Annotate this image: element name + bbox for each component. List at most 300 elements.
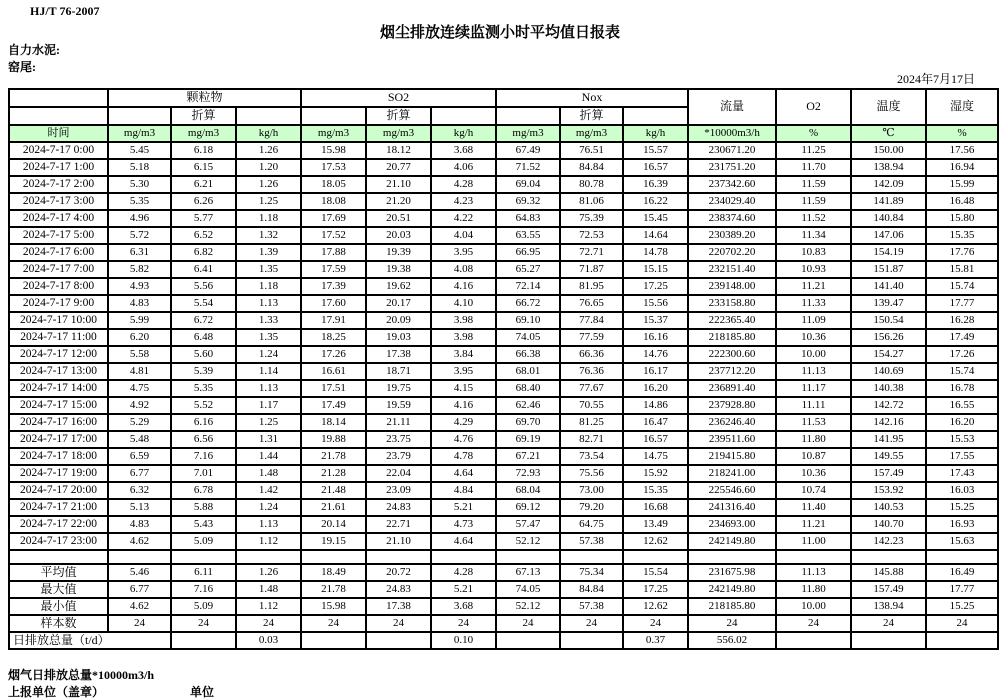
value-cell: 16.68 — [623, 499, 688, 516]
value-cell: 24 — [560, 615, 623, 632]
value-cell: 17.49 — [301, 397, 366, 414]
unit-percent: % — [926, 125, 998, 142]
value-cell: 11.21 — [776, 516, 851, 533]
hourly-data-row — [9, 533, 998, 550]
value-cell: 66.38 — [496, 346, 560, 363]
value-cell: 4.84 — [431, 482, 496, 499]
value-cell: 11.13 — [776, 363, 851, 380]
value-cell: 19.59 — [366, 397, 431, 414]
value-cell: 23.79 — [366, 448, 431, 465]
value-cell: 64.75 — [560, 516, 623, 533]
value-cell: 1.12 — [236, 598, 301, 615]
unit-celsius: ℃ — [851, 125, 926, 142]
value-cell: 3.84 — [431, 346, 496, 363]
daily-total-label: 日排放总量（t/d） — [9, 632, 171, 649]
value-cell: 1.32 — [236, 227, 301, 244]
time-cell: 2024-7-17 13:00 — [9, 363, 108, 380]
value-cell: 16.20 — [926, 414, 998, 431]
report-unit-label: 上报单位（盖章） — [8, 685, 105, 699]
empty-cell — [688, 550, 776, 564]
value-cell: 67.49 — [496, 142, 560, 159]
value-cell: 72.53 — [560, 227, 623, 244]
unit-label: 单位 — [190, 685, 215, 699]
value-cell: 16.94 — [926, 159, 998, 176]
value-cell: 1.48 — [236, 581, 301, 598]
value-cell: 17.56 — [926, 142, 998, 159]
value-cell: 218185.80 — [688, 329, 776, 346]
value-cell: 21.11 — [366, 414, 431, 431]
value-cell: 1.25 — [236, 414, 301, 431]
value-cell: 154.19 — [851, 244, 926, 261]
value-cell: 237928.80 — [688, 397, 776, 414]
value-cell: 5.39 — [171, 363, 236, 380]
value-cell: 17.77 — [926, 581, 998, 598]
value-cell: 0.03 — [236, 632, 301, 649]
value-cell: 5.13 — [108, 499, 171, 516]
value-cell: 10.74 — [776, 482, 851, 499]
value-cell: 4.93 — [108, 278, 171, 295]
value-cell: 4.76 — [431, 431, 496, 448]
value-cell: 69.12 — [496, 499, 560, 516]
value-cell: 145.88 — [851, 564, 926, 581]
value-cell: 4.78 — [431, 448, 496, 465]
value-cell: 24 — [496, 615, 560, 632]
value-cell: 23.75 — [366, 431, 431, 448]
empty-cell — [366, 550, 431, 564]
value-cell: 19.38 — [366, 261, 431, 278]
value-cell: 147.06 — [851, 227, 926, 244]
value-cell: 11.80 — [776, 581, 851, 598]
value-cell: 237342.60 — [688, 176, 776, 193]
value-cell: 151.87 — [851, 261, 926, 278]
value-cell: 5.72 — [108, 227, 171, 244]
value-cell: 222365.40 — [688, 312, 776, 329]
value-cell: 3.95 — [431, 244, 496, 261]
value-cell: 62.46 — [496, 397, 560, 414]
value-cell: 4.62 — [108, 533, 171, 550]
value-cell: 6.16 — [171, 414, 236, 431]
value-cell: 6.72 — [171, 312, 236, 329]
value-cell: 141.95 — [851, 431, 926, 448]
value-cell: 16.49 — [926, 564, 998, 581]
value-cell: 3.95 — [431, 363, 496, 380]
value-cell: 63.55 — [496, 227, 560, 244]
value-cell: 23.09 — [366, 482, 431, 499]
unit-kg-h: kg/h — [431, 125, 496, 142]
unit-header-row — [9, 125, 998, 142]
value-cell: 76.36 — [560, 363, 623, 380]
hourly-data-row — [9, 380, 998, 397]
value-cell: 10.00 — [776, 346, 851, 363]
hourly-data-row — [9, 176, 998, 193]
value-cell: 15.74 — [926, 363, 998, 380]
value-cell: 20.14 — [301, 516, 366, 533]
time-cell: 2024-7-17 22:00 — [9, 516, 108, 533]
value-cell: 140.69 — [851, 363, 926, 380]
value-cell: 21.78 — [301, 581, 366, 598]
value-cell: 1.42 — [236, 482, 301, 499]
col-group-so2: SO2 — [301, 89, 496, 107]
value-cell: 14.86 — [623, 397, 688, 414]
monitor-point: 窑尾: — [8, 60, 36, 74]
value-cell: 7.16 — [171, 448, 236, 465]
value-cell: 5.21 — [431, 499, 496, 516]
value-cell: 15.56 — [623, 295, 688, 312]
value-cell: 5.09 — [171, 598, 236, 615]
blank-cell — [431, 107, 496, 125]
value-cell: 19.15 — [301, 533, 366, 550]
value-cell: 18.12 — [366, 142, 431, 159]
value-cell: 10.36 — [776, 329, 851, 346]
value-cell: 67.13 — [496, 564, 560, 581]
value-cell: 17.59 — [301, 261, 366, 278]
empty-cell — [926, 550, 998, 564]
value-cell: 17.26 — [926, 346, 998, 363]
value-cell: 11.52 — [776, 210, 851, 227]
value-cell: 14.78 — [623, 244, 688, 261]
value-cell: 237712.20 — [688, 363, 776, 380]
hourly-data-row — [9, 363, 998, 380]
value-cell: 82.71 — [560, 431, 623, 448]
value-cell: 21.20 — [366, 193, 431, 210]
time-cell: 2024-7-17 21:00 — [9, 499, 108, 516]
value-cell: 3.98 — [431, 329, 496, 346]
time-cell: 2024-7-17 17:00 — [9, 431, 108, 448]
value-cell: 157.49 — [851, 465, 926, 482]
value-cell: 15.92 — [623, 465, 688, 482]
value-cell: 5.30 — [108, 176, 171, 193]
value-cell: 17.55 — [926, 448, 998, 465]
time-cell: 2024-7-17 19:00 — [9, 465, 108, 482]
value-cell: 80.78 — [560, 176, 623, 193]
value-cell: 10.87 — [776, 448, 851, 465]
time-cell: 2024-7-17 4:00 — [9, 210, 108, 227]
value-cell: 16.57 — [623, 159, 688, 176]
value-cell: 24 — [926, 615, 998, 632]
value-cell: 149.55 — [851, 448, 926, 465]
value-cell: 1.13 — [236, 295, 301, 312]
value-cell: 19.03 — [366, 329, 431, 346]
value-cell: 24 — [171, 615, 236, 632]
value-cell: 17.26 — [301, 346, 366, 363]
value-cell: 16.47 — [623, 414, 688, 431]
value-cell: 16.03 — [926, 482, 998, 499]
time-cell: 2024-7-17 16:00 — [9, 414, 108, 431]
value-cell: 5.43 — [171, 516, 236, 533]
value-cell: 5.58 — [108, 346, 171, 363]
hourly-data-row — [9, 482, 998, 499]
value-cell: 18.49 — [301, 564, 366, 581]
value-cell: 68.01 — [496, 363, 560, 380]
value-cell: 6.11 — [171, 564, 236, 581]
value-cell: 242149.80 — [688, 533, 776, 550]
value-cell: 20.03 — [366, 227, 431, 244]
value-cell: 68.04 — [496, 482, 560, 499]
value-cell: 71.52 — [496, 159, 560, 176]
time-cell: 2024-7-17 11:00 — [9, 329, 108, 346]
value-cell: 74.05 — [496, 329, 560, 346]
value-cell: 79.20 — [560, 499, 623, 516]
value-cell: 81.95 — [560, 278, 623, 295]
value-cell: 6.78 — [171, 482, 236, 499]
value-cell: 6.41 — [171, 261, 236, 278]
value-cell: 73.00 — [560, 482, 623, 499]
value-cell: 81.06 — [560, 193, 623, 210]
value-cell: 75.56 — [560, 465, 623, 482]
value-cell: 239511.60 — [688, 431, 776, 448]
value-cell: 76.51 — [560, 142, 623, 159]
value-cell: 239148.00 — [688, 278, 776, 295]
value-cell: 6.56 — [171, 431, 236, 448]
value-cell: 6.26 — [171, 193, 236, 210]
blank-cell — [301, 107, 366, 125]
hourly-data-row — [9, 142, 998, 159]
value-cell: 1.13 — [236, 516, 301, 533]
unit-mg-m3: mg/m3 — [301, 125, 366, 142]
company-name: 自力水泥: — [8, 43, 60, 57]
hourly-data-row — [9, 312, 998, 329]
value-cell: 21.10 — [366, 533, 431, 550]
converted-label: 折算 — [560, 107, 623, 125]
hourly-data-row — [9, 465, 998, 482]
summary-label: 最大值 — [9, 581, 108, 598]
unit-mg-m3: mg/m3 — [560, 125, 623, 142]
value-cell: 230389.20 — [688, 227, 776, 244]
value-cell: 15.53 — [926, 431, 998, 448]
value-cell: 1.39 — [236, 244, 301, 261]
value-cell: 11.80 — [776, 431, 851, 448]
value-cell: 24 — [776, 615, 851, 632]
value-cell: 1.26 — [236, 142, 301, 159]
value-cell: 1.31 — [236, 431, 301, 448]
value-cell: 157.49 — [851, 581, 926, 598]
value-cell: 66.95 — [496, 244, 560, 261]
value-cell: 15.25 — [926, 499, 998, 516]
value-cell: 1.33 — [236, 312, 301, 329]
value-cell: 11.59 — [776, 193, 851, 210]
value-cell: 4.22 — [431, 210, 496, 227]
emissions-data-table — [8, 88, 999, 650]
value-cell: 5.88 — [171, 499, 236, 516]
value-cell: 72.71 — [560, 244, 623, 261]
value-cell: 6.59 — [108, 448, 171, 465]
value-cell: 4.64 — [431, 465, 496, 482]
value-cell: 72.14 — [496, 278, 560, 295]
value-cell: 5.82 — [108, 261, 171, 278]
value-cell: 142.72 — [851, 397, 926, 414]
value-cell: 139.47 — [851, 295, 926, 312]
value-cell: 16.61 — [301, 363, 366, 380]
table-header — [9, 89, 998, 142]
value-cell: 15.45 — [623, 210, 688, 227]
value-cell — [926, 632, 998, 649]
empty-cell — [851, 550, 926, 564]
value-cell: 21.78 — [301, 448, 366, 465]
value-cell: 81.25 — [560, 414, 623, 431]
value-cell: 19.39 — [366, 244, 431, 261]
value-cell: 16.48 — [926, 193, 998, 210]
value-cell: 24 — [431, 615, 496, 632]
value-cell: 1.25 — [236, 193, 301, 210]
value-cell: 4.28 — [431, 176, 496, 193]
value-cell: 4.16 — [431, 397, 496, 414]
time-cell: 2024-7-17 3:00 — [9, 193, 108, 210]
value-cell: 6.77 — [108, 581, 171, 598]
time-cell: 2024-7-17 7:00 — [9, 261, 108, 278]
summary-row — [9, 598, 998, 615]
value-cell: 52.12 — [496, 598, 560, 615]
value-cell: 14.76 — [623, 346, 688, 363]
value-cell: 4.23 — [431, 193, 496, 210]
value-cell: 11.34 — [776, 227, 851, 244]
value-cell — [851, 632, 926, 649]
value-cell: 222300.60 — [688, 346, 776, 363]
value-cell: 1.26 — [236, 564, 301, 581]
value-cell: 11.11 — [776, 397, 851, 414]
value-cell: 142.16 — [851, 414, 926, 431]
value-cell: 11.53 — [776, 414, 851, 431]
value-cell: 236246.40 — [688, 414, 776, 431]
value-cell: 141.89 — [851, 193, 926, 210]
value-cell: 15.98 — [301, 142, 366, 159]
value-cell: 10.83 — [776, 244, 851, 261]
value-cell: 17.52 — [301, 227, 366, 244]
time-cell: 2024-7-17 9:00 — [9, 295, 108, 312]
value-cell: 11.59 — [776, 176, 851, 193]
value-cell: 75.34 — [560, 564, 623, 581]
value-cell: 24 — [366, 615, 431, 632]
value-cell: 17.38 — [366, 346, 431, 363]
time-cell: 2024-7-17 5:00 — [9, 227, 108, 244]
time-col-blank-cell — [9, 107, 108, 125]
value-cell: 6.77 — [108, 465, 171, 482]
value-cell: 7.16 — [171, 581, 236, 598]
value-cell: 0.10 — [431, 632, 496, 649]
value-cell: 5.21 — [431, 581, 496, 598]
value-cell: 4.96 — [108, 210, 171, 227]
value-cell: 5.35 — [108, 193, 171, 210]
time-cell: 2024-7-17 23:00 — [9, 533, 108, 550]
empty-cell — [9, 550, 108, 564]
time-col-blank-cell — [9, 89, 108, 107]
value-cell: 4.10 — [431, 295, 496, 312]
value-cell: 5.18 — [108, 159, 171, 176]
report-date: 2024年7月17日 — [896, 72, 975, 86]
value-cell: 16.20 — [623, 380, 688, 397]
value-cell: 16.39 — [623, 176, 688, 193]
value-cell: 1.44 — [236, 448, 301, 465]
value-cell: 77.59 — [560, 329, 623, 346]
empty-cell — [560, 550, 623, 564]
value-cell: 6.18 — [171, 142, 236, 159]
summary-row — [9, 564, 998, 581]
value-cell: 76.65 — [560, 295, 623, 312]
value-cell: 64.83 — [496, 210, 560, 227]
value-cell: 17.88 — [301, 244, 366, 261]
time-cell: 2024-7-17 0:00 — [9, 142, 108, 159]
value-cell: 21.10 — [366, 176, 431, 193]
value-cell: 15.81 — [926, 261, 998, 278]
value-cell: 65.27 — [496, 261, 560, 278]
value-cell: 69.04 — [496, 176, 560, 193]
value-cell: 1.24 — [236, 346, 301, 363]
hourly-data-row — [9, 159, 998, 176]
value-cell: 6.15 — [171, 159, 236, 176]
value-cell: 141.40 — [851, 278, 926, 295]
value-cell: 75.39 — [560, 210, 623, 227]
value-cell: 5.54 — [171, 295, 236, 312]
unit-mg-m3: mg/m3 — [108, 125, 171, 142]
value-cell: 218241.00 — [688, 465, 776, 482]
value-cell: 15.74 — [926, 278, 998, 295]
value-cell: 236891.40 — [688, 380, 776, 397]
value-cell: 5.56 — [171, 278, 236, 295]
value-cell: 3.98 — [431, 312, 496, 329]
value-cell: 17.25 — [623, 278, 688, 295]
value-cell: 11.33 — [776, 295, 851, 312]
value-cell: 1.24 — [236, 499, 301, 516]
value-cell: 74.05 — [496, 581, 560, 598]
value-cell: 5.60 — [171, 346, 236, 363]
time-cell: 2024-7-17 6:00 — [9, 244, 108, 261]
value-cell: 69.32 — [496, 193, 560, 210]
value-cell: 12.62 — [623, 598, 688, 615]
value-cell: 1.18 — [236, 278, 301, 295]
value-cell: 57.47 — [496, 516, 560, 533]
value-cell: 24 — [108, 615, 171, 632]
value-cell: 15.25 — [926, 598, 998, 615]
value-cell: 1.14 — [236, 363, 301, 380]
time-cell: 2024-7-17 12:00 — [9, 346, 108, 363]
value-cell: 6.31 — [108, 244, 171, 261]
empty-cell — [171, 550, 236, 564]
value-cell: 5.45 — [108, 142, 171, 159]
value-cell: 24 — [301, 615, 366, 632]
value-cell: 1.17 — [236, 397, 301, 414]
value-cell: 5.46 — [108, 564, 171, 581]
value-cell: 18.71 — [366, 363, 431, 380]
value-cell: 66.36 — [560, 346, 623, 363]
value-cell: 1.20 — [236, 159, 301, 176]
time-cell: 2024-7-17 15:00 — [9, 397, 108, 414]
empty-cell — [108, 550, 171, 564]
value-cell: 1.18 — [236, 210, 301, 227]
hourly-data-row — [9, 516, 998, 533]
converted-label: 折算 — [171, 107, 236, 125]
value-cell: 15.57 — [623, 142, 688, 159]
value-cell: 22.71 — [366, 516, 431, 533]
value-cell: 24.83 — [366, 499, 431, 516]
value-cell: 142.23 — [851, 533, 926, 550]
value-cell: 20.51 — [366, 210, 431, 227]
table-body — [9, 142, 998, 649]
time-cell: 2024-7-17 14:00 — [9, 380, 108, 397]
value-cell: 18.05 — [301, 176, 366, 193]
value-cell: 18.25 — [301, 329, 366, 346]
value-cell: 21.28 — [301, 465, 366, 482]
value-cell: 219415.80 — [688, 448, 776, 465]
value-cell: 19.62 — [366, 278, 431, 295]
value-cell: 11.40 — [776, 499, 851, 516]
value-cell: 220702.20 — [688, 244, 776, 261]
value-cell: 57.38 — [560, 598, 623, 615]
value-cell: 14.75 — [623, 448, 688, 465]
group-header-row — [9, 89, 998, 107]
value-cell: 11.17 — [776, 380, 851, 397]
value-cell: 5.52 — [171, 397, 236, 414]
value-cell: 4.81 — [108, 363, 171, 380]
col-header-flow: 流量 — [688, 89, 776, 125]
